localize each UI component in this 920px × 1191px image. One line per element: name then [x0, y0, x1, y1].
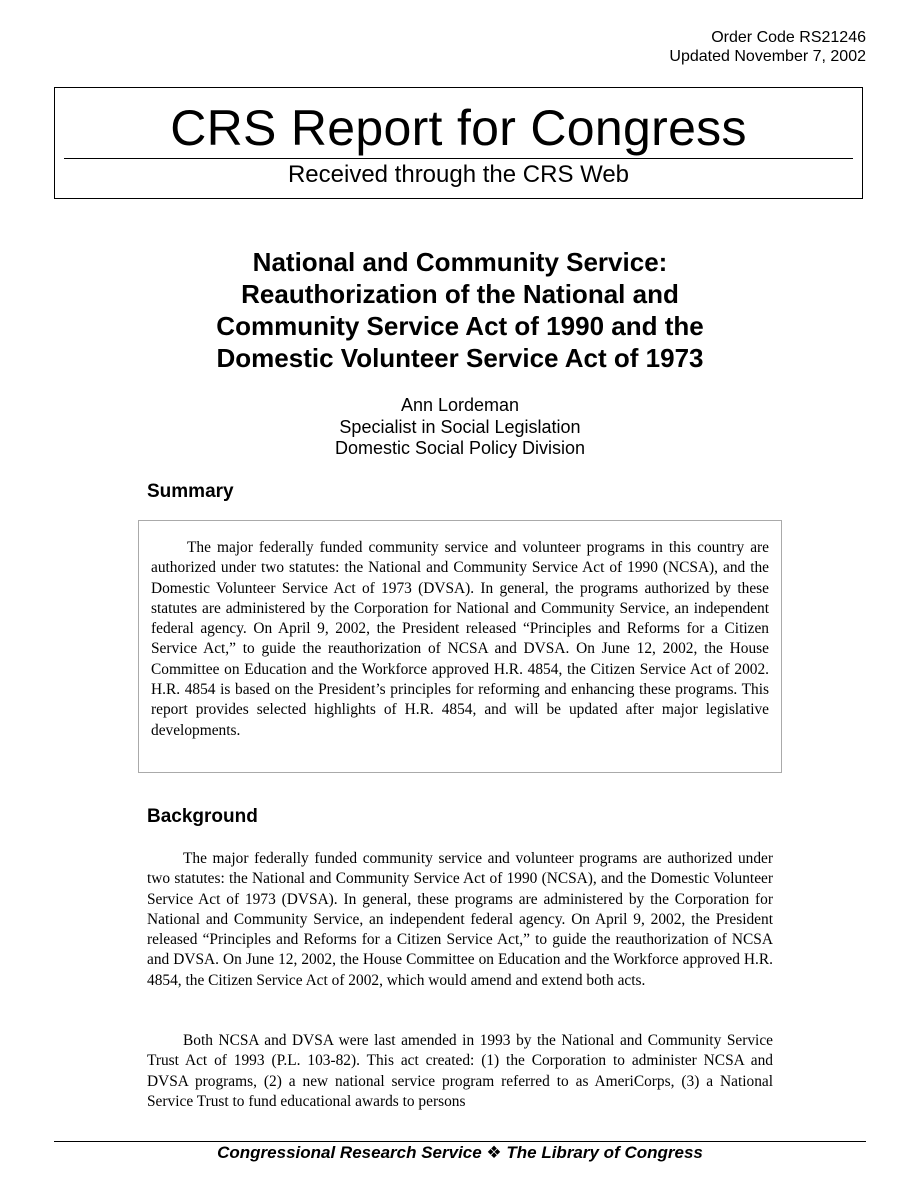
footer-divider	[54, 1141, 866, 1142]
title-line: Domestic Volunteer Service Act of 1973	[216, 343, 704, 373]
background-paragraph: The major federally funded community service and volunteer programs are authorized under two statutes: the National and Community Service Act of 1990 (NCSA), and the Domestic Volunteer Service Act of 1973 (DVSA). In general, these programs are administered by the Corporation for National and Community Service, an independent federal agency. On April 9, 2002, the President released “Principles and Reforms for a Citizen Service Act,” to guide the reauthorization of NCSA and DVSA. On June 12, 2002, the House Committee on Education and the Workforce approved H.R. 4854, the Citizen Service Act of 2002, which would amend and extend both acts.	[147, 850, 773, 989]
footer-text: Congressional Research Service ❖ The Library of Congress	[217, 1143, 703, 1162]
title-line: National and Community Service:	[252, 247, 668, 277]
summary-text: The major federally funded community service and volunteer programs in this country are authorized under two statutes: the National and Community Service Act of 1990 (NCSA), and the Domestic Volunteer Service Act of 1973 (DVSA). In general, the programs authorized by these statutes are administered by the Corporation for National and Community Service, an independent federal agency. On April 9, 2002, the President released “Principles and Reforms for a Citizen Service Act,” to guide the reauthorization of NCSA and DVSA. On June 12, 2002, the House Committee on Education and the Workforce approved H.R. 4854, the Citizen Service Act of 2002. H.R. 4854 is based on the President’s principles for reforming and enhancing these programs. This report provides selected highlights of H.R. 4854, and will be updated after major legislative developments.	[151, 539, 769, 739]
crs-banner	[54, 87, 863, 199]
background-heading: Background	[147, 806, 258, 827]
background-paragraph: Both NCSA and DVSA were last amended in 1993 by the National and Community Service Trust Act of 1993 (P.L. 103-82). This act created: (1) the Corporation to administer NCSA and DVSA programs, (2) a new national service program referred to as AmeriCorps, (3) a National Service Trust to fund educational awards to persons	[147, 1032, 773, 1110]
summary-heading: Summary	[147, 481, 234, 502]
author-block	[200, 395, 720, 460]
updated-date: Updated November 7, 2002	[669, 48, 866, 65]
author-position: Specialist in Social Legislation	[339, 416, 581, 437]
author-division: Domestic Social Policy Division	[334, 438, 586, 458]
order-code: Order Code RS21246	[711, 29, 866, 46]
banner-divider	[64, 158, 853, 159]
title-line: Community Service Act of 1990 and the	[216, 311, 704, 341]
author-name: Ann Lordeman	[400, 395, 520, 415]
banner-subtitle: Received through the CRS Web	[287, 161, 630, 188]
summary-box	[138, 520, 782, 773]
title-line: Reauthorization of the National and	[241, 279, 679, 309]
order-code-block	[669, 28, 866, 66]
document-title	[100, 246, 820, 374]
banner-title: CRS Report for Congress	[170, 100, 747, 156]
